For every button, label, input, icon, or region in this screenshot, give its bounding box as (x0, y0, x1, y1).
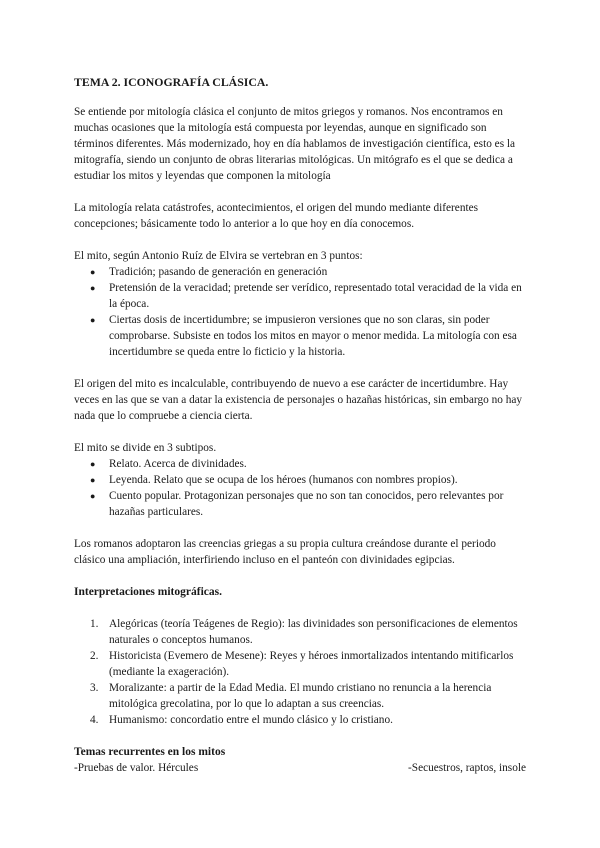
list-item: 3. Moralizante: a partir de la Edad Media. El mundo cristiano no renuncia a la herencia mitológica grecolatina, por lo que lo adaptan a sus creencias. (90, 682, 492, 710)
list-number: 1. (90, 618, 99, 630)
paragraph-subtypes-intro: El mito se divide en 3 subtipos. (74, 442, 217, 454)
bullet-icon: ● (90, 283, 96, 293)
paragraph-romans: Los romanos adoptaron las creencias griegas a su propia cultura creándose durante el periodo clásico una ampliación, interfiriendo incluso en el panteón con divinidades egipcias. (74, 538, 496, 566)
bullet-icon: ● (90, 475, 96, 485)
list-item: ● Cuento popular. Protagonizan personajes que no son tan conocidos, pero relevantes por hazañas particulares. (90, 490, 504, 518)
paragraph-definition: Se entiende por mitología clásica el conjunto de mitos griegos y romanos. Nos encontramos en muchas ocasiones que la mitología está compuesta por leyendas, aunque en significado son términos diferentes. Más modernizado, hoy en día hablamos de investigación científica, esto es la mitografía, siendo un conjunto de obras literarias mitológicas. Un mitógrafo es el que se dedica a estudiar los mitos y leyendas que componen la mitología (74, 106, 516, 182)
bullet-icon: ● (90, 491, 96, 501)
list-number: 3. (90, 682, 99, 694)
heading-recurring-themes: Temas recurrentes en los mitos (74, 746, 226, 758)
paragraph-mythology-content: La mitología relata catástrofes, acontecimientos, el origen del mundo mediante diferentes concepciones; básicamente todo lo anterior a lo que hoy en día conocemos. (74, 202, 479, 230)
paragraph-myth-origin: El origen del mito es incalculable, contribuyendo de nuevo a ese carácter de incertidumbre. Hay veces en las que se van a datar la existencia de personajes o hazañas históricas, sin embargo no hay nada que lo compruebe a ciencia cierta. (74, 378, 523, 422)
list-item: ● Tradición; pasando de generación en generación (90, 266, 328, 278)
list-item: 4. Humanismo: concordatio entre el mundo clásico y lo cristiano. (90, 714, 393, 726)
bullet-icon: ● (90, 459, 96, 469)
myth-points-list (74, 264, 526, 360)
list-item: ● Pretensión de la veracidad; pretende ser verídico, representado total veracidad de la vida en la época. (90, 282, 522, 310)
document-body (74, 74, 526, 776)
bullet-icon: ● (90, 267, 96, 277)
document-title: TEMA 2. ICONOGRAFÍA CLÁSICA. (74, 75, 269, 89)
theme-left: -Pruebas de valor. Hércules (74, 762, 199, 774)
list-item: ● Leyenda. Relato que se ocupa de los héroes (humanos con nombres propios). (90, 474, 458, 486)
heading-interpretations: Interpretaciones mitográficas. (74, 586, 222, 598)
list-item: 2. Historicista (Evemero de Mesene): Reyes y héroes inmortalizados intentando mitificarlos (mediante la exageración). (90, 650, 514, 678)
interpretations-list (74, 616, 526, 728)
list-number: 2. (90, 650, 99, 662)
bullet-icon: ● (90, 315, 96, 325)
paragraph-myth-points-intro: El mito, según Antonio Ruíz de Elvira se vertebran en 3 puntos: (74, 250, 363, 262)
myth-subtypes-list (74, 456, 526, 520)
theme-right: -Secuestros, raptos, insole (408, 762, 526, 774)
list-item: 1. Alegóricas (teoría Teágenes de Regio): las divinidades son personificaciones de elementos naturales o conceptos humanos. (90, 618, 518, 646)
list-number: 4. (90, 714, 99, 726)
recurring-themes-row (74, 760, 526, 776)
list-item: ● Relato. Acerca de divinidades. (90, 458, 247, 470)
list-item: ● Ciertas dosis de incertidumbre; se impusieron versiones que no son claras, sin poder comprobarse. Subsiste en todos los mitos en mayor o menor medida. La mitología con esa incertidumbre se queda entre lo ficticio y la historia. (90, 314, 517, 358)
